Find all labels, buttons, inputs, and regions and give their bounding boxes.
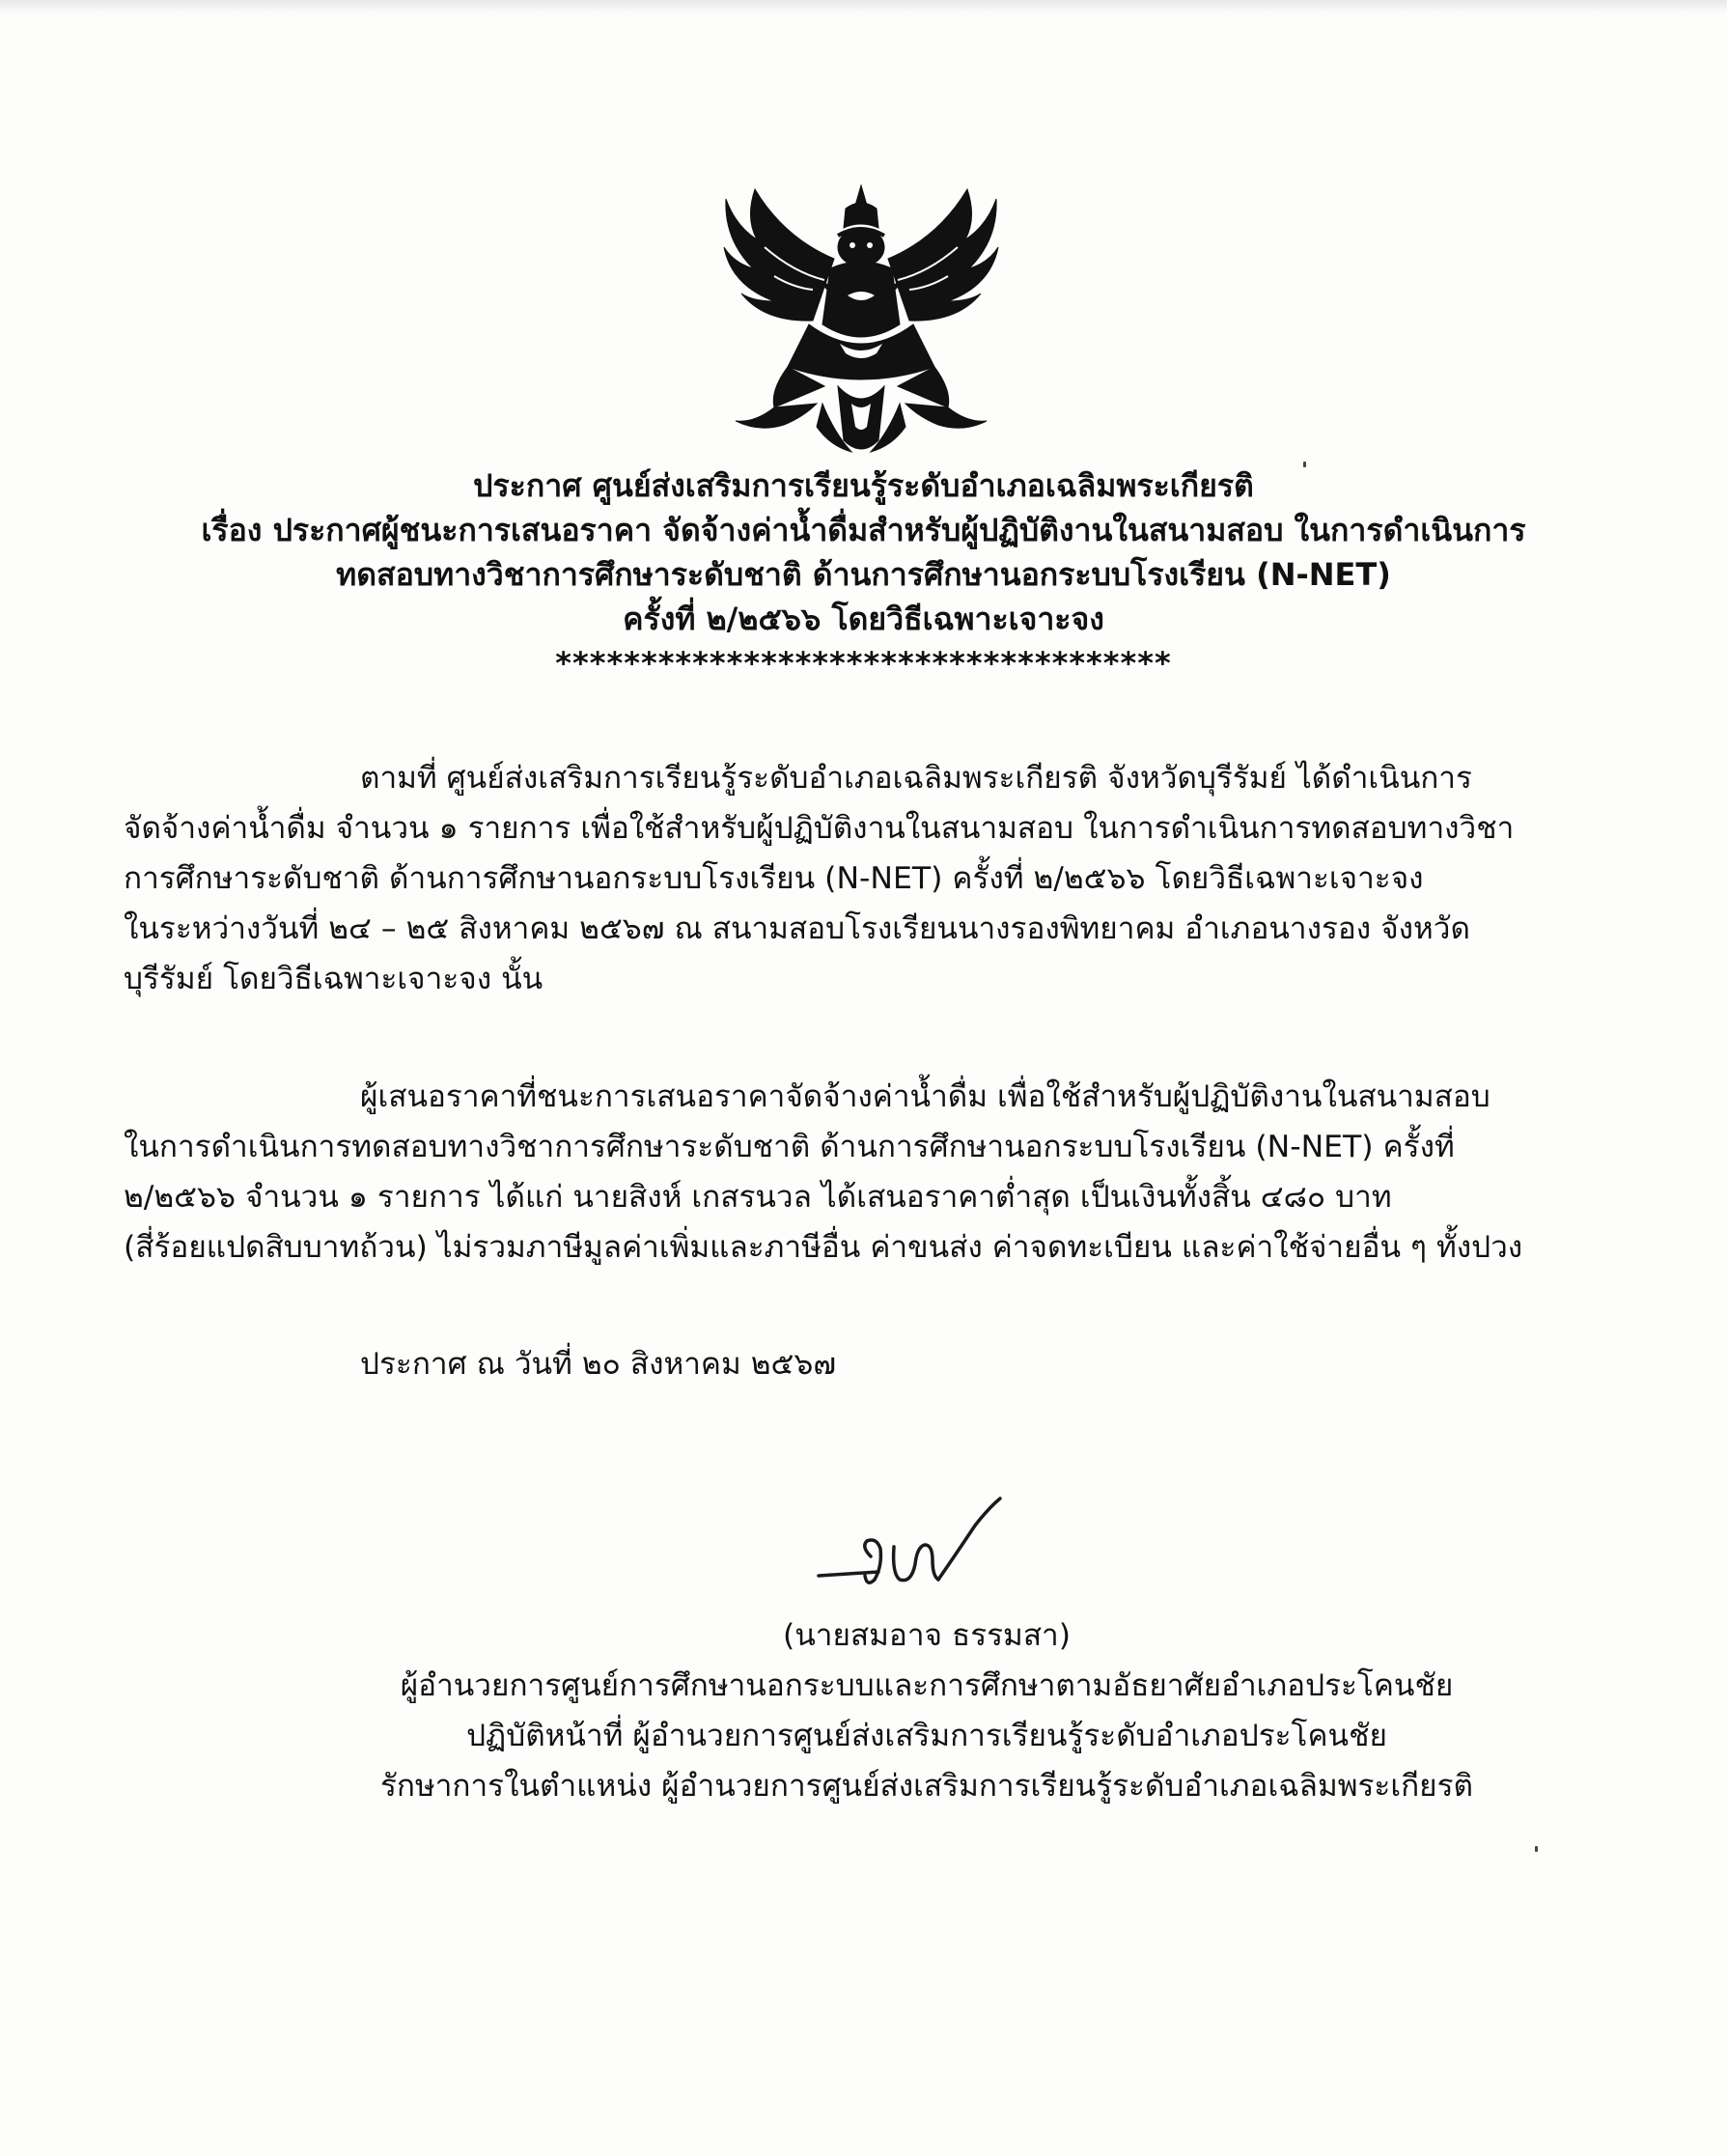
- signatory-block: [348, 1610, 1506, 1811]
- paragraph-1-line-4: ในระหว่างวันที่ ๒๔ – ๒๕ สิงหาคม ๒๕๖๗ ณ สนามสอบโรงเรียนนางรองพิทยาคม อำเภอนางรอง จังหวัด: [124, 911, 1470, 946]
- paragraph-2-line-1: ผู้เสนอราคาที่ชนะการเสนอราคาจัดจ้างค่าน้ำดื่ม เพื่อใช้สำหรับผู้ปฏิบัติงานในสนามสอบ: [360, 1079, 1490, 1114]
- heading-separator: ************************************: [555, 645, 1172, 682]
- heading-line-3: ทดสอบทางวิชาการศึกษาระดับชาติ ด้านการศึกษานอกระบบโรงเรียน (N-NET): [336, 556, 1391, 593]
- announcement-date: ประกาศ ณ วันที่ ๒๐ สิงหาคม ๒๕๖๗: [360, 1347, 837, 1382]
- signatory-position-3: รักษาการในตำแหน่ง ผู้อำนวยการศูนย์ส่งเสริมการเรียนรู้ระดับอำเภอเฉลิมพระเกียรติ: [379, 1769, 1474, 1804]
- scan-speck: [1535, 1846, 1538, 1852]
- scan-speck: [1303, 462, 1306, 467]
- handwritten-signature-icon: [811, 1487, 1014, 1593]
- paragraph-2-line-4: (สี่ร้อยแปดสิบบาทถ้วน) ไม่รวมภาษีมูลค่าเพิ่มและภาษีอื่น ค่าขนส่ง ค่าจดทะเบียน และค่าใช้จ่ายอื่น ๆ ทั้งปวง: [124, 1230, 1523, 1265]
- paragraph-1-line-2: จัดจ้างค่าน้ำดื่ม จำนวน ๑ รายการ เพื่อใช้สำหรับผู้ปฏิบัติงานในสนามสอบ ในการดำเนินการทดสอบทางวิชา: [124, 811, 1515, 846]
- heading-line-2: เรื่อง ประกาศผู้ชนะการเสนอราคา จัดจ้างค่าน้ำดื่มสำหรับผู้ปฏิบัติงานในสนามสอบ ในการดำเนินการ: [201, 512, 1526, 548]
- signatory-name: (นายสมอาจ ธรรมสา): [782, 1618, 1072, 1653]
- announcement-heading: [193, 463, 1534, 686]
- scan-edge-shadow: [0, 0, 1727, 14]
- paragraph-2: [124, 1072, 1572, 1273]
- paragraph-1-line-1: ตามที่ ศูนย์ส่งเสริมการเรียนรู้ระดับอำเภอเฉลิมพระเกียรติ จังหวัดบุรีรัมย์ ได้ดำเนินการ: [360, 761, 1472, 796]
- garuda-emblem-icon: [716, 180, 1006, 458]
- heading-line-1: ประกาศ ศูนย์ส่งเสริมการเรียนรู้ระดับอำเภอเฉลิมพระเกียรติ: [473, 467, 1254, 504]
- paragraph-2-line-3: ๒/๒๕๖๖ จำนวน ๑ รายการ ได้แก่ นายสิงห์ เกสรนวล ได้เสนอราคาต่ำสุด เป็นเงินทั้งสิ้น ๔๘๐ บาท: [124, 1180, 1392, 1215]
- signatory-position-2: ปฏิบัติหน้าที่ ผู้อำนวยการศูนย์ส่งเสริมการเรียนรู้ระดับอำเภอประโคนชัย: [466, 1719, 1387, 1753]
- paragraph-2-line-2: ในการดำเนินการทดสอบทางวิชาการศึกษาระดับชาติ ด้านการศึกษานอกระบบโรงเรียน (N-NET) ครั้งที่: [124, 1130, 1455, 1164]
- paragraph-1-line-3: การศึกษาระดับชาติ ด้านการศึกษานอกระบบโรงเรียน (N-NET) ครั้งที่ ๒/๒๕๖๖ โดยวิธีเฉพาะเจาะจง: [124, 861, 1424, 896]
- paragraph-1: [124, 753, 1572, 1004]
- signatory-position-1: ผู้อำนวยการศูนย์การศึกษานอกระบบและการศึกษาตามอัธยาศัยอำเภอประโคนชัย: [400, 1668, 1454, 1703]
- paragraph-1-line-5: บุรีรัมย์ โดยวิธีเฉพาะเจาะจง นั้น: [124, 962, 543, 996]
- heading-line-4: ครั้งที่ ๒/๒๕๖๖ โดยวิธีเฉพาะเจาะจง: [623, 601, 1104, 637]
